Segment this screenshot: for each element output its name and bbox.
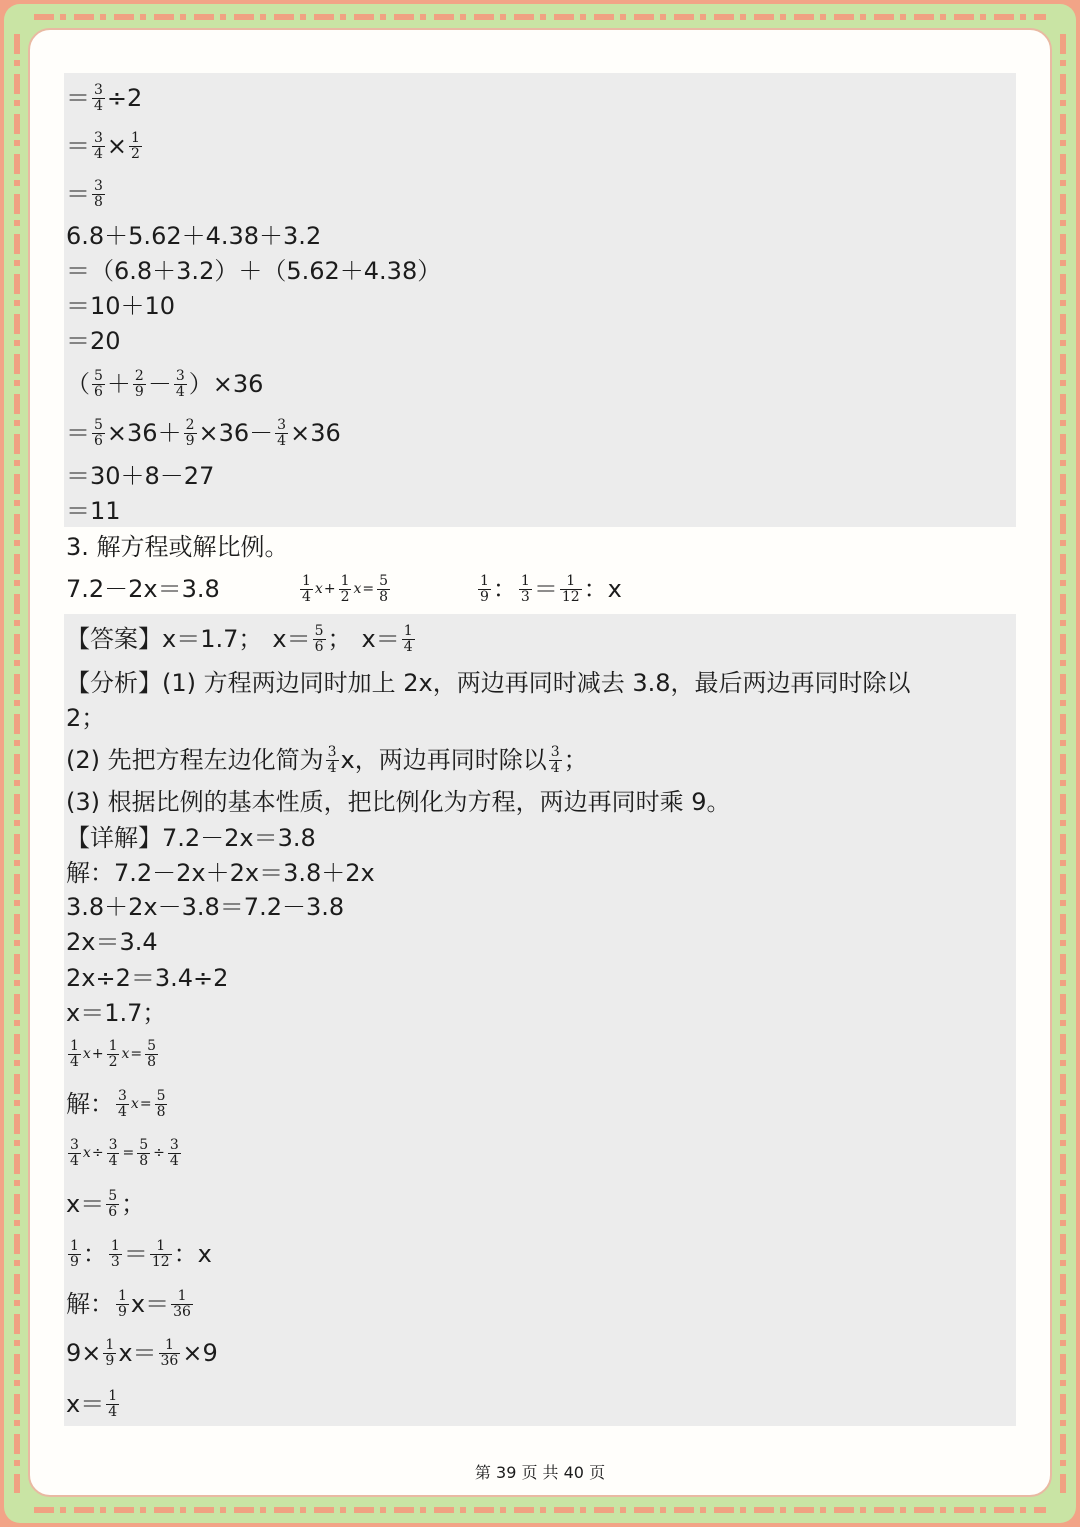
divide-sign: ÷ — [91, 1145, 104, 1161]
variable: x — [353, 581, 362, 597]
answer-label: 【答案】 — [66, 625, 162, 653]
fraction: $\frac{3}{4}$ — [327, 743, 337, 776]
fraction: $\frac{3}{4}$ — [70, 1136, 79, 1169]
fraction: $\frac{2}{9}$ — [134, 367, 144, 400]
punct: ； — [121, 1190, 146, 1218]
variable: x — [121, 1046, 130, 1062]
fraction: $\frac{3}{4}$ — [94, 129, 103, 162]
calc-line-4: 6.8＋5.62＋4.38＋3.2 — [66, 222, 322, 250]
minus-sign: － — [147, 370, 172, 398]
step-9 — [66, 1184, 145, 1224]
expr-text: x＝ — [118, 1339, 157, 1367]
step-1: 解：7.2－2x＋2x＝3.8＋2x — [66, 859, 375, 887]
border-dash-left — [14, 34, 20, 1493]
answer-block — [64, 614, 1016, 1426]
expr-text: x＝ — [130, 1290, 170, 1318]
paren-open: （ — [66, 370, 90, 398]
eq-sign: ＝ — [123, 1240, 148, 1268]
border-dash-right — [1060, 34, 1066, 1493]
fraction: $\frac{5}{6}$ — [94, 367, 103, 400]
eq-sign: = — [362, 581, 375, 597]
fraction: $\frac{1}{4}$ — [302, 572, 311, 605]
analysis-line-3: (3) 根据比例的基本性质，把比例化为方程，两边再同时乘 9。 — [66, 788, 731, 816]
detail-text: 7.2－2x＝3.8 — [162, 824, 316, 852]
analysis-text: (2) 先把方程左边化简为 — [66, 746, 324, 774]
fraction: $\frac{3}{4}$ — [169, 1136, 179, 1169]
fraction: $\frac{1}{4}$ — [108, 1387, 118, 1420]
punct: ； — [563, 746, 588, 774]
detail-line — [66, 818, 316, 858]
analysis-line-1b: 2； — [66, 704, 106, 732]
expr-text: ÷2 — [106, 84, 143, 112]
punct: ； — [327, 625, 352, 653]
detail-label: 【详解】 — [66, 824, 162, 852]
expr-text: ×36－ — [198, 419, 274, 447]
analysis-line-1 — [66, 663, 911, 703]
fraction: $\frac{1}{2}$ — [131, 129, 140, 162]
answer-2-prefix: x＝ — [272, 625, 311, 653]
fraction: $\frac{1}{12}$ — [561, 572, 580, 605]
step-13 — [66, 1384, 121, 1424]
fraction: $\frac{3}{4}$ — [175, 367, 185, 400]
fraction: $\frac{1}{9}$ — [118, 1287, 127, 1320]
calc-line-11: ＝11 — [66, 497, 121, 525]
fraction: $\frac{1}{12}$ — [151, 1237, 170, 1270]
step-10 — [66, 1234, 212, 1274]
times-sign: × — [106, 132, 128, 160]
fraction: $\frac{3}{4}$ — [277, 416, 287, 449]
calc-line-7: ＝20 — [66, 327, 121, 355]
fraction: $\frac{3}{4}$ — [108, 1136, 118, 1169]
border-dash-top — [34, 14, 1046, 20]
fraction: $\frac{5}{8}$ — [156, 1087, 166, 1120]
expr-text: ×9 — [182, 1339, 218, 1367]
analysis-line-2 — [66, 740, 588, 780]
analysis-text: x，两边再同时除以 — [340, 746, 547, 774]
problem-1: 7.2－2x＝3.8 — [66, 575, 220, 603]
problem-3 — [476, 569, 622, 609]
step-4: 2x÷2＝3.4÷2 — [66, 964, 229, 992]
ratio-colon: ： — [82, 1240, 107, 1268]
ratio-colon: ： — [492, 575, 517, 603]
fraction: $\frac{3}{4}$ — [550, 743, 560, 776]
step-8 — [66, 1133, 183, 1173]
calc-line-5: ＝（6.8＋3.2）＋（5.62＋4.38） — [66, 257, 442, 285]
plus-sign: + — [323, 581, 336, 597]
eq-sign: ＝ — [66, 419, 90, 447]
fraction: $\frac{1}{36}$ — [173, 1287, 191, 1320]
answer-1: x＝1.7； — [162, 625, 263, 653]
fraction: $\frac{1}{36}$ — [160, 1336, 179, 1369]
fraction: $\frac{1}{4}$ — [70, 1037, 79, 1070]
fraction: $\frac{3}{4}$ — [118, 1087, 127, 1120]
analysis-text: (1) 方程两边同时加上 2x，两边再同时减去 3.8，最后两边再同时除以 — [162, 669, 911, 697]
expr-text: ×36＋ — [106, 419, 182, 447]
expr-text: 9× — [66, 1339, 102, 1367]
fraction: $\frac{1}{9}$ — [480, 572, 489, 605]
fraction: $\frac{5}{6}$ — [108, 1187, 118, 1220]
section-title: 3. 解方程或解比例。 — [66, 533, 289, 561]
fraction: $\frac{5}{8}$ — [379, 572, 389, 605]
divide-sign: ÷ — [153, 1145, 165, 1161]
calc-line-9 — [66, 413, 341, 453]
solve-label: 解： — [66, 1290, 114, 1318]
calc-line-2 — [66, 126, 144, 166]
problem-2 — [298, 569, 392, 609]
expr-text: ：x — [173, 1240, 212, 1268]
eq-sign: = — [122, 1145, 135, 1161]
step-12 — [66, 1333, 218, 1373]
expr-text: x＝ — [66, 1190, 105, 1218]
fraction: $\frac{5}{8}$ — [139, 1136, 149, 1169]
eq-sign: ＝ — [66, 132, 90, 160]
answer-3-prefix: x＝ — [361, 625, 400, 653]
fraction: $\frac{5}{6}$ — [314, 622, 324, 655]
variable: x — [130, 1096, 139, 1112]
expr-text: x＝ — [66, 1390, 105, 1418]
fraction: $\frac{5}{6}$ — [94, 416, 103, 449]
step-6 — [66, 1034, 160, 1074]
page-footer: 第 39 页 共 40 页 — [474, 1463, 606, 1482]
border-dash-bottom — [34, 1507, 1046, 1513]
expr-text: ×36 — [290, 419, 341, 447]
eq-sign: = — [139, 1096, 152, 1112]
variable: x — [82, 1145, 91, 1161]
step-2: 3.8＋2x－3.8＝7.2－3.8 — [66, 893, 345, 921]
answer-line — [66, 619, 417, 659]
eq-sign: ＝ — [66, 84, 90, 112]
fraction: $\frac{2}{9}$ — [185, 416, 195, 449]
fraction: $\frac{1}{2}$ — [108, 1037, 118, 1070]
calc-line-8 — [66, 364, 263, 404]
calc-line-6: ＝10＋10 — [66, 292, 176, 320]
plus-sign: ＋ — [106, 370, 131, 398]
calc-line-3 — [66, 174, 107, 214]
step-11 — [66, 1284, 195, 1324]
eq-sign: ＝ — [66, 180, 90, 208]
fraction: $\frac{1}{3}$ — [110, 1237, 120, 1270]
variable: x — [82, 1046, 91, 1062]
step-3: 2x＝3.4 — [66, 928, 158, 956]
calc-line-1 — [66, 78, 142, 118]
step-5: x＝1.7； — [66, 999, 167, 1027]
calc-line-10: ＝30＋8－27 — [66, 462, 215, 490]
analysis-label: 【分析】 — [66, 669, 162, 697]
plus-sign: + — [91, 1046, 104, 1062]
fraction: $\frac{5}{8}$ — [147, 1037, 157, 1070]
fraction: $\frac{3}{8}$ — [94, 177, 103, 210]
expr-text: ：x — [583, 575, 622, 603]
step-7 — [66, 1084, 169, 1124]
fraction: $\frac{1}{3}$ — [520, 572, 530, 605]
expr-text: ）×36 — [188, 370, 264, 398]
fraction: $\frac{1}{2}$ — [340, 572, 350, 605]
solve-label: 解： — [66, 1090, 114, 1118]
fraction: $\frac{1}{4}$ — [403, 622, 413, 655]
eq-sign: = — [130, 1046, 143, 1062]
eq-sign: ＝ — [533, 575, 558, 603]
variable: x — [314, 581, 323, 597]
fraction: $\frac{1}{9}$ — [105, 1336, 115, 1369]
fraction: $\frac{3}{4}$ — [94, 81, 103, 114]
fraction: $\frac{1}{9}$ — [70, 1237, 79, 1270]
